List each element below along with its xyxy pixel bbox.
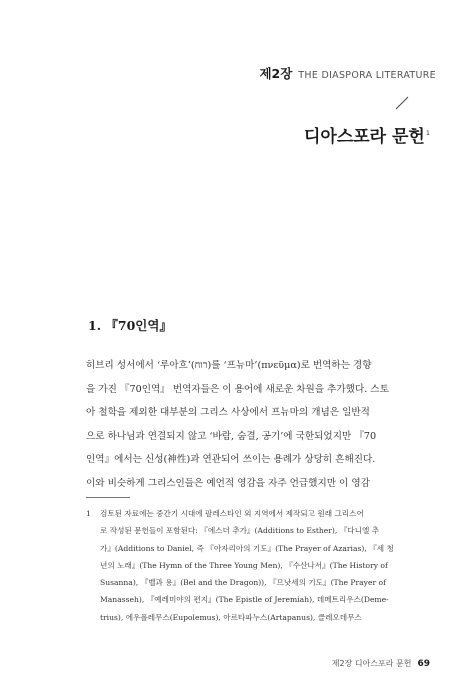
body-line: 히브리 성서에서 ‘루아흐’(רוח)를 ‘프뉴마’(πνεῦμα)로 번역하는 경향: [86, 360, 372, 371]
page-title-text: 디아스포라 문헌: [303, 127, 425, 147]
body-line: 을 가진 『70인역』 번역자들은 이 용어에 새로운 차원을 추가했다. 스토: [86, 383, 389, 395]
footer-chapter-title: 제2장 디아스포라 문헌: [331, 659, 412, 668]
footnote-line: 년의 노래』(The Hymn of the Three Young Men), 『수산나서』(The History of: [100, 560, 388, 570]
footnote-line: [86, 505, 434, 522]
footnote-block: [86, 505, 434, 626]
body-line: 이와 비슷하게 그리스인들은 예언적 영감을 자주 언급했지만 이 영감: [86, 477, 370, 489]
body-line: 아 철학을 제외한 대부분의 그리스 사상에서 프뉴마의 개념은 일반적: [86, 407, 370, 418]
page-footer: [332, 658, 430, 669]
footnote-line: 로 작성된 문헌들이 포함된다: 『에스더 추가』(Additions to Esther), 『다니엘 추: [100, 526, 380, 536]
chapter-label: 제2장: [259, 66, 293, 81]
page-title: [304, 122, 430, 147]
decorative-slash-icon: [395, 96, 409, 110]
chapter-english-title: THE DIASPORA LITERATURE: [298, 70, 436, 81]
footnote-number: 1: [86, 509, 91, 518]
footnote-line: 가』(Additions to Daniel, 즉 『아자리아의 기도』(The Prayer of Azarias), 『세 청: [100, 543, 394, 553]
footnote-divider: [86, 497, 130, 498]
footnote-text: 검토된 자료에는 중간기 시대에 팔레스타인 외 지역에서 제작되고 원래 그리스어: [100, 509, 364, 518]
footnote-reference[interactable]: 1: [425, 129, 430, 138]
body-line: 인역』에서는 신성(神性)과 연관되어 쓰이는 용례가 상당히 흔해진다.: [86, 454, 376, 465]
body-text: [86, 354, 432, 495]
page-number: 69: [417, 659, 430, 669]
footnote-line: Manasseh), 『예레미야의 편지』(The Epistle of Jeremiah), 데메트리우스(Deme-: [100, 595, 389, 605]
body-line: 으로 하나님과 연결되지 않고 ‘바람, 숨결, 공기’에 국한되었지만 『70: [86, 430, 377, 442]
section-heading: 1. 『70인역』: [88, 318, 172, 333]
footnote-line: trius), 에우폴레무스(Eupolemus), 아르타파누스(Artapanus), 클레오데무스: [100, 612, 362, 622]
footnote-line: Susanna), 『벨과 용』(Bel and the Dragon)), 『므낫세의 기도』(The Prayer of: [100, 578, 386, 588]
chapter-header: [259, 64, 436, 82]
